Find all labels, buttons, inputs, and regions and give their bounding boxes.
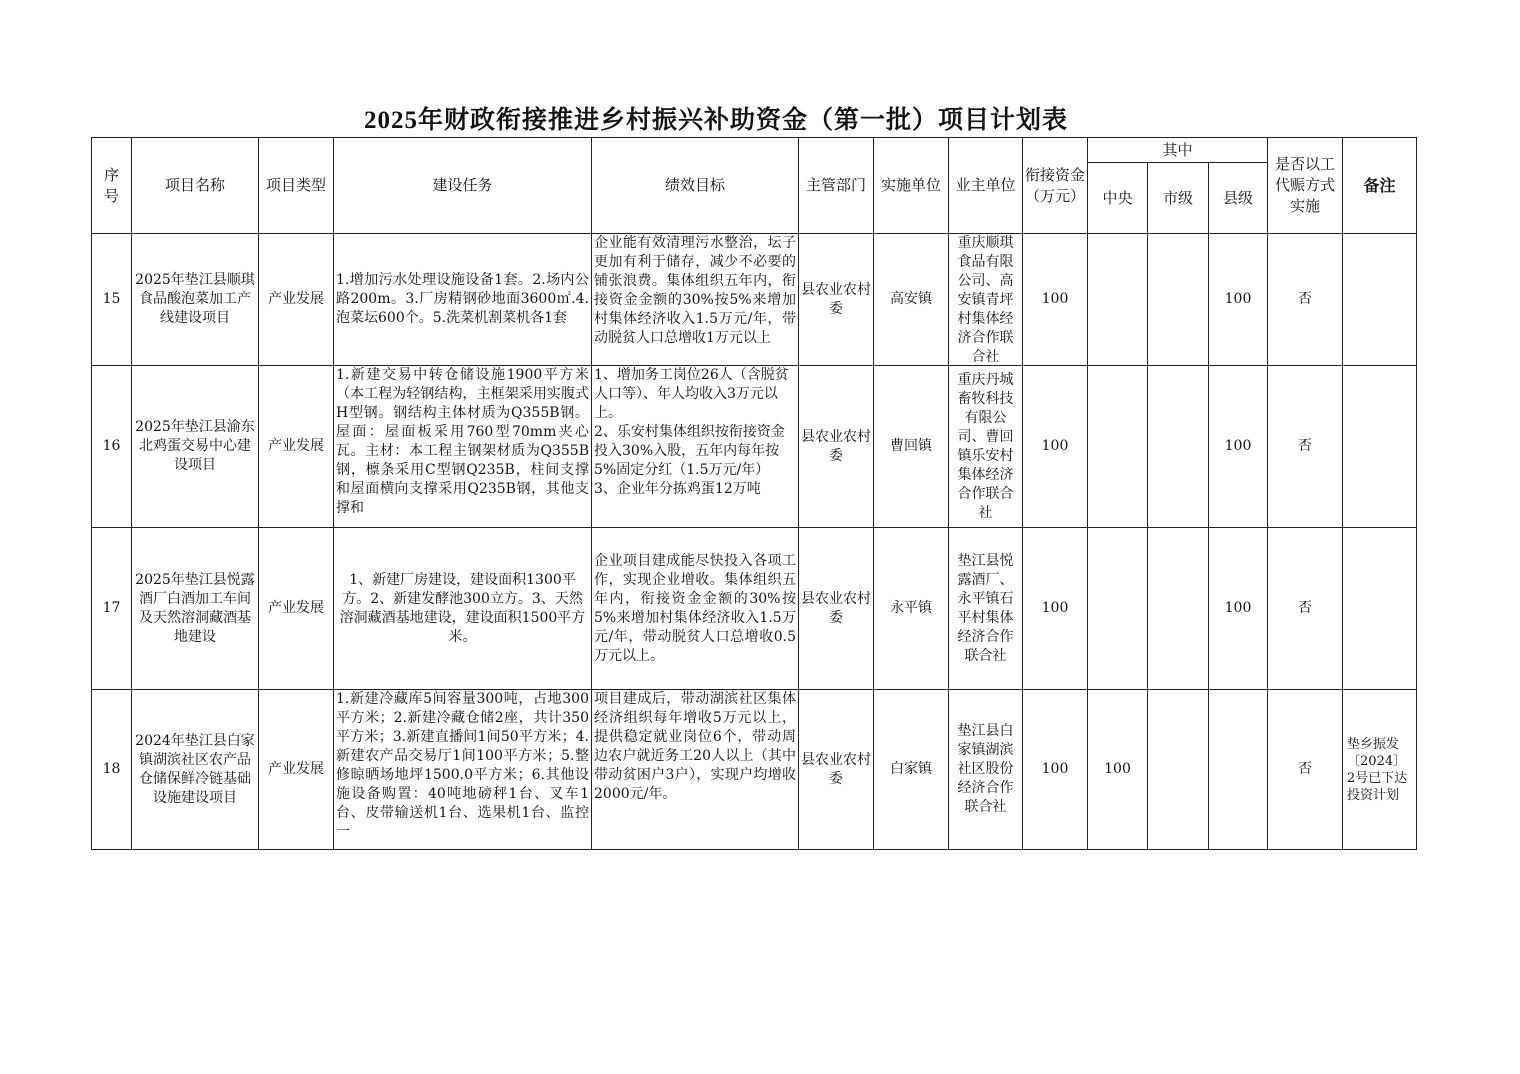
table-row: [92, 366, 1417, 528]
cell-county: 100: [1209, 366, 1268, 528]
cell-impl: 曹回镇: [874, 366, 949, 528]
header-impl: 实施单位: [874, 138, 949, 234]
header-city: 市级: [1148, 163, 1209, 234]
header-among: 其中: [1088, 138, 1268, 163]
cell-dept: 县农业农村委: [799, 690, 874, 850]
cell-remark: [1343, 234, 1417, 366]
table-row: [92, 690, 1417, 850]
cell-owner: 垫江县白家镇湖滨社区股份经济合作联合社: [949, 690, 1023, 850]
cell-central: [1088, 234, 1148, 366]
cell-name: 2025年垫江县顺琪食品酸泡菜加工产线建设项目: [132, 234, 259, 366]
cell-goal: 项目建成后，带动湖滨社区集体经济组织每年增收5万元以上，提供稳定就业岗位6个，带动周边农户就近务工20人以上（其中带动贫困户3户），实现户均增收2000元/年。: [592, 690, 799, 850]
cell-seq: 18: [92, 690, 132, 850]
cell-task: 1.新建交易中转仓储设施1900平方米（本工程为轻钢结构，主框架采用实腹式H型钢。钢结构主体材质为Q355B钢。屋面：屋面板采用760型70mm夹心瓦。主材：本工程主钢架材质为Q355B钢，檩条采用C型钢Q235B，柱间支撑和屋面横向支撑采用Q235B钢，其他支撑和: [334, 366, 592, 528]
header-name: 项目名称: [132, 138, 259, 234]
header-central: 中央: [1088, 163, 1148, 234]
cell-remark: [1343, 366, 1417, 528]
cell-workrelief: 否: [1268, 690, 1343, 850]
cell-dept: 县农业农村委: [799, 234, 874, 366]
header-dept: 主管部门: [799, 138, 874, 234]
cell-goal: 企业项目建成能尽快投入各项工作，实现企业增收。集体组织五年内，衔接资金金额的30%按5%来增加村集体经济收入1.5万元/年，带动脱贫人口总增收0.5万元以上。: [592, 528, 799, 690]
cell-type: 产业发展: [259, 234, 334, 366]
cell-name: 2025年垫江县渝东北鸡蛋交易中心建设项目: [132, 366, 259, 528]
cell-impl: 高安镇: [874, 234, 949, 366]
cell-owner: 重庆丹城畜牧科技有限公司、曹回镇乐安村集体经济合作联合社: [949, 366, 1023, 528]
header-remark: 备注: [1343, 138, 1417, 234]
cell-funds: 100: [1023, 366, 1088, 528]
cell-impl: 白家镇: [874, 690, 949, 850]
cell-city: [1148, 234, 1209, 366]
cell-type: 产业发展: [259, 366, 334, 528]
cell-city: [1148, 690, 1209, 850]
cell-county: 100: [1209, 234, 1268, 366]
header-owner: 业主单位: [949, 138, 1023, 234]
cell-central: [1088, 366, 1148, 528]
page-title: 2025年财政衔接推进乡村振兴补助资金（第一批）项目计划表: [363, 107, 1068, 134]
cell-remark: [1343, 528, 1417, 690]
header-type: 项目类型: [259, 138, 334, 234]
cell-workrelief: 否: [1268, 366, 1343, 528]
cell-workrelief: 否: [1268, 528, 1343, 690]
cell-funds: 100: [1023, 528, 1088, 690]
header-funds: 衔接资金（万元）: [1023, 138, 1088, 234]
cell-name: 2024年垫江县白家镇湖滨社区农产品仓储保鲜冷链基础设施建设项目: [132, 690, 259, 850]
cell-funds: 100: [1023, 234, 1088, 366]
cell-central: [1088, 528, 1148, 690]
cell-task: 1、新建厂房建设，建设面积1300平方。2、新建发酵池300立方。3、天然溶洞藏酒基地建设，建设面积1500平方米。: [334, 528, 592, 690]
cell-owner: 垫江县悦露酒厂、永平镇石平村集体经济合作联合社: [949, 528, 1023, 690]
header-seq: 序号: [92, 138, 132, 234]
cell-goal: 1、增加务工岗位26人（含脱贫人口等）、年人均收入3万元以上。 2、乐安村集体组织按衔接资金投入30%入股，五年内每年按5%固定分红（1.5万元/年） 3、企业年分拣鸡蛋12万吨: [592, 366, 799, 528]
cell-workrelief: 否: [1268, 234, 1343, 366]
cell-goal: 企业能有效清理污水整治，坛子更加有利于储存，减少不必要的铺张浪费。集体组织五年内，衔接资金金额的30%按5%来增加村集体经济收入1.5万元/年，带动脱贫人口总增收1万元以上: [592, 234, 799, 366]
cell-type: 产业发展: [259, 690, 334, 850]
cell-task: 1.新建冷藏库5间容量300吨，占地300平方米；2.新建冷藏仓储2座，共计350平方米；3.新建直播间1间50平方米；4.新建农产品交易厅1间100平方米；5.整修晾晒场地坪1500.0平方米；6.其他设施设备购置：40吨地磅秤1台、叉车1台、皮带输送机1台、选果机1台、监控一: [334, 690, 592, 850]
cell-county: 100: [1209, 528, 1268, 690]
header-row-1: [92, 138, 1417, 163]
cell-task: 1.增加污水处理设施设备1套。2.场内公路200m。3.厂房精钢砂地面3600㎡.4.泡菜坛600个。5.洗菜机割菜机各1套: [334, 234, 592, 366]
header-workrelief: 是否以工代赈方式实施: [1268, 138, 1343, 234]
cell-city: [1148, 528, 1209, 690]
header-task: 建设任务: [334, 138, 592, 234]
project-plan-table: [91, 137, 1417, 850]
cell-seq: 15: [92, 234, 132, 366]
cell-county: [1209, 690, 1268, 850]
cell-dept: 县农业农村委: [799, 366, 874, 528]
table-row: [92, 528, 1417, 690]
cell-city: [1148, 366, 1209, 528]
table-row: [92, 234, 1417, 366]
cell-seq: 16: [92, 366, 132, 528]
header-county: 县级: [1209, 163, 1268, 234]
header-goal: 绩效目标: [592, 138, 799, 234]
cell-seq: 17: [92, 528, 132, 690]
cell-remark: 垫乡振发〔2024〕2号已下达投资计划: [1343, 690, 1417, 850]
cell-impl: 永平镇: [874, 528, 949, 690]
cell-owner: 重庆顺琪食品有限公司、高安镇青坪村集体经济合作联合社: [949, 234, 1023, 366]
cell-central: 100: [1088, 690, 1148, 850]
cell-type: 产业发展: [259, 528, 334, 690]
cell-funds: 100: [1023, 690, 1088, 850]
cell-dept: 县农业农村委: [799, 528, 874, 690]
cell-name: 2025年垫江县悦露酒厂白酒加工车间及天然溶洞藏酒基地建设: [132, 528, 259, 690]
